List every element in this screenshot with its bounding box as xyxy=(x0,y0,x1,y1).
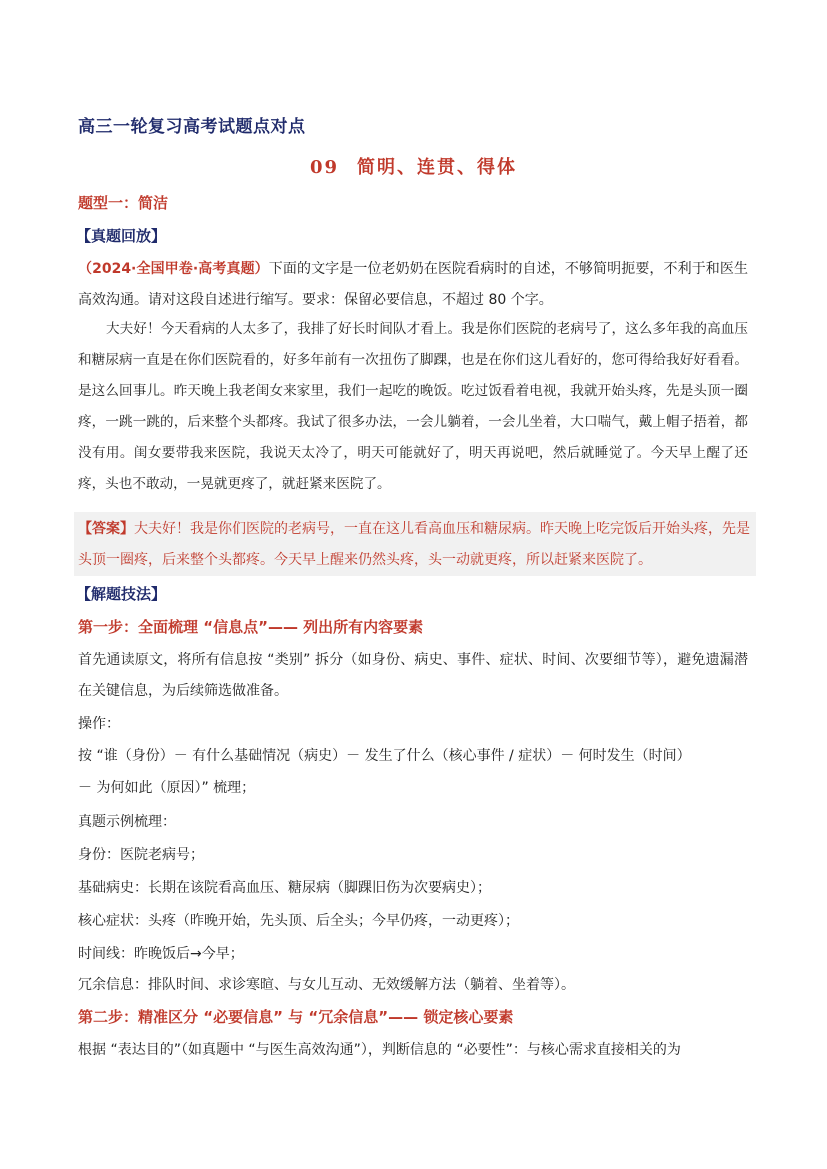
list-item: 冗余信息：排队时间、求诊寒暄、与女儿互动、无效缓解方法（躺着、坐着等）。 xyxy=(78,977,575,993)
series-title: 高三一轮复习高考试题点对点 xyxy=(78,117,306,137)
list-item: 核心症状：头疼（昨晚开始，先头顶、后全头；今早仍疼，一动更疼）； xyxy=(78,913,519,929)
operation-line-1: 按 “谁（身份）－ 有什么基础情况（病史）－ 发生了什么（核心事件 / 症状）－ 何时发生（时间） xyxy=(78,748,691,764)
document-title xyxy=(0,153,827,179)
step2-heading: 第二步：精准区分 “必要信息” 与 “冗余信息”—— 锁定核心要素 xyxy=(78,1008,514,1026)
title-number: 09 xyxy=(309,157,340,178)
operation-line-2: － 为何如此（原因）” 梳理； xyxy=(78,780,256,796)
step2-intro: 根据 “表达目的”（如真题中 “与医生高效沟通”），判断信息的 “必要性”：与核心需求直接相关的为 xyxy=(78,1042,681,1058)
step1-intro: 首先通读原文，将所有信息按 “类别” 拆分（如身份、病史、事件、症状、时间、次要细节等），避免遗漏潜在关键信息，为后续筛选做准备。 xyxy=(78,652,748,699)
answer-paragraph xyxy=(78,514,754,576)
answer-tag: 【答案】 xyxy=(78,521,134,537)
answer-text: 大夫好！我是你们医院的老病号，一直在这儿看高血压和糖尿病。昨天晚上吃完饭后开始头疼，先是头顶一圈疼，后来整个头都疼。今天早上醒来仍然头疼，头一动就更疼，所以赶紧来医院了。 xyxy=(78,521,750,568)
question-source: （2024·全国甲卷·高考真题） xyxy=(78,261,269,277)
example-label: 真题示例梳理： xyxy=(78,814,176,830)
step1-heading: 第一步：全面梳理 “信息点”—— 列出所有内容要素 xyxy=(78,618,424,636)
question-prompt: 下面的文字是一位老奶奶在医院看病时的自述，不够简明扼要，不利于和医生高效沟通。请对这段自述进行缩写。要求：保留必要信息，不超过 80 个字。 xyxy=(78,261,748,308)
list-item: 基础病史：长期在该院看高血压、糖尿病（脚踝旧伤为次要病史）； xyxy=(78,880,491,896)
list-item: 时间线：昨晚饭后→今早； xyxy=(78,946,244,962)
section-heading-type1: 题型一：简洁 xyxy=(78,194,169,212)
passage-text: 大夫好！今天看病的人太多了，我排了好长时间队才看上。我是你们医院的老病号了，这么多年我的高血压和糖尿病一直是在你们医院看的，好多年前有一次扭伤了脚踝，也是在你们这儿看好的，您可得给我好好看看。是这么回事儿。昨天晚上我老闺女来家里，我们一起吃的晚饭。吃过饭看着电视，我就开始头疼，先是头顶一圈疼，一跳一跳的，后来整个头都疼。我试了很多办法，一会儿躺着，一会儿坐着，大口喘气，戴上帽子捂着，都没有用。闺女要带我来医院，我说天太冷了，明天可能就好了，明天再说吧，然后就睡觉了。今天早上醒了还疼，头也不敢动，一晃就更疼了，就赶紧来医院了。 xyxy=(78,321,748,492)
list-item: 身份：医院老病号； xyxy=(78,847,204,863)
review-heading: 【真题回放】 xyxy=(76,227,167,245)
title-text: 简明、连贯、得体 xyxy=(357,157,518,178)
operation-label: 操作： xyxy=(78,716,120,732)
question-paragraph xyxy=(78,254,748,316)
method-heading: 【解题技法】 xyxy=(76,585,167,603)
